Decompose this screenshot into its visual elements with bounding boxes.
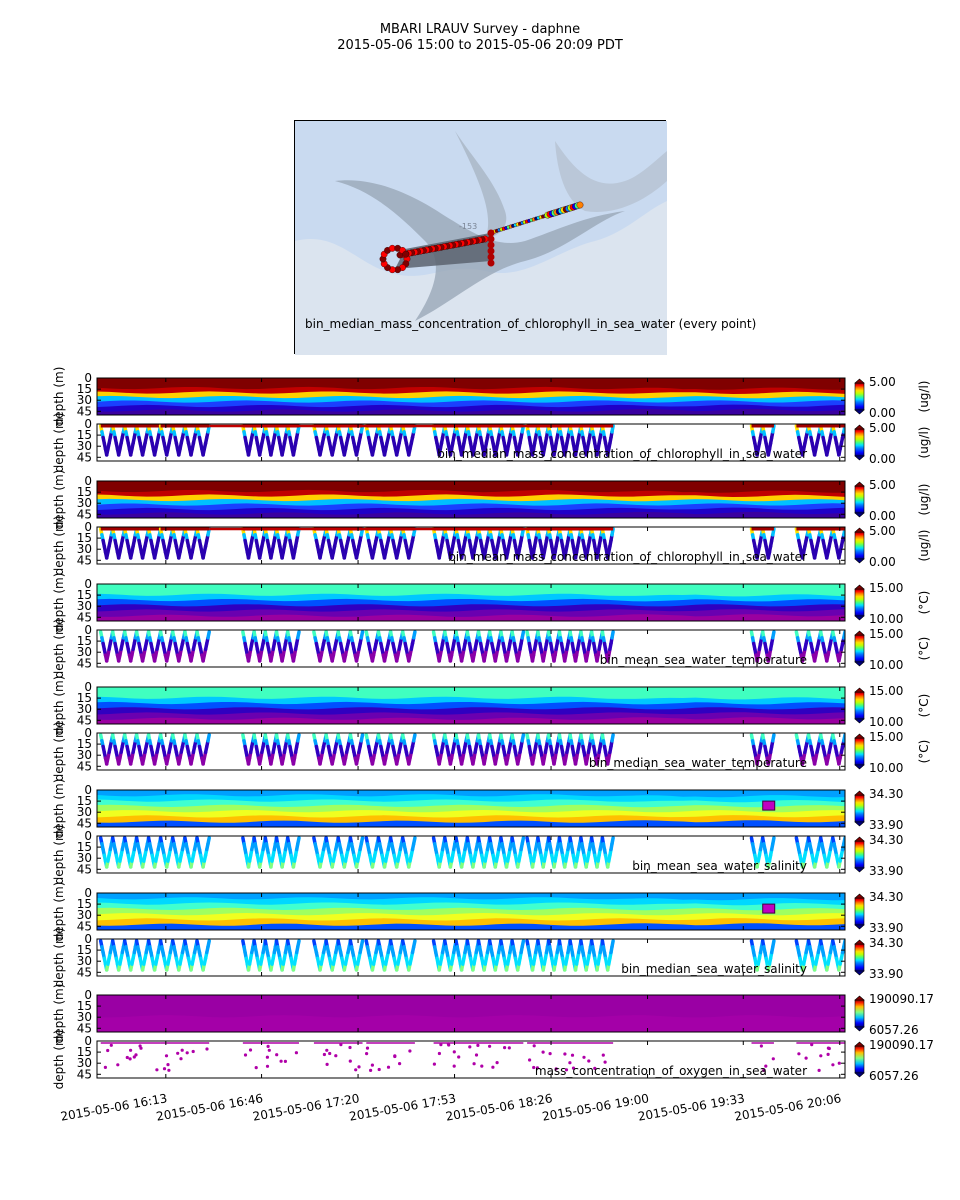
colorbar-min-label: 0.00 [869, 406, 896, 420]
oxygen-sample [129, 1049, 132, 1052]
colorbar [855, 486, 864, 513]
colorbar-max-arrow [855, 585, 864, 589]
oxygen-sample [266, 1056, 269, 1059]
track-segment [361, 735, 362, 741]
oxygen-sample [126, 1056, 129, 1059]
oxygen-sample [349, 1060, 352, 1063]
oxygen-sample [371, 1064, 374, 1067]
oxygen-sample [104, 1066, 107, 1069]
y-tick-label: 45 [76, 656, 92, 671]
colorbar-min-label: 0.00 [869, 452, 896, 466]
oxygen-sample [163, 1067, 166, 1070]
oxygen-sample [249, 1048, 252, 1051]
colorbar-unit: (ug/l) [917, 529, 931, 562]
colorbar-min-arrow [855, 410, 864, 414]
y-tick-label: 0 [84, 988, 92, 1002]
colorbar-max-arrow [855, 996, 864, 1000]
colorbar-max-arrow [855, 1042, 864, 1046]
y-axis-label: depth (m) [52, 366, 66, 427]
colorbar-max-label: 34.30 [869, 936, 904, 950]
y-tick-label: 30 [76, 954, 92, 969]
track-segment [298, 941, 299, 947]
oxygen-sample [819, 1054, 822, 1057]
oxygen-sample [181, 1049, 184, 1052]
y-axis-label: depth (m) [52, 778, 66, 839]
colorbar-min-arrow [855, 662, 864, 666]
y-tick-label: 15 [76, 588, 92, 603]
y-tick-label: 45 [76, 610, 92, 625]
oxygen-sample [760, 1044, 763, 1047]
y-tick-label: 15 [76, 428, 92, 443]
oxygen-sample [475, 1053, 478, 1056]
y-axis-label: depth (m) [52, 412, 66, 473]
oxygen-sample [480, 1065, 483, 1068]
y-tick-label: 15 [76, 1045, 92, 1060]
time-tick-label: 2015-05-06 17:20 [251, 1091, 361, 1124]
panel-3-section-chl [52, 470, 931, 530]
oxygen-sample [473, 1062, 476, 1065]
y-tick-label: 45 [76, 862, 92, 877]
oxygen-sample [488, 1045, 491, 1048]
oxygen-sample [831, 1063, 834, 1066]
panel-7-section-temp [52, 676, 931, 736]
colorbar-max-label: 5.00 [869, 375, 896, 389]
y-tick-label: 15 [76, 737, 92, 752]
oxygen-sample [357, 1065, 360, 1068]
y-tick-label: 0 [84, 680, 92, 694]
time-tick-label: 2015-05-06 19:33 [636, 1091, 746, 1124]
colorbar-unit: (°C) [917, 590, 931, 615]
oxygen-sample [398, 1062, 401, 1065]
panel-label: bin_median_sea_water_temperature [588, 756, 807, 770]
colorbar-max-arrow [855, 528, 864, 532]
oxygen-sample [828, 1047, 831, 1050]
colorbar-min-label: 10.00 [869, 715, 904, 729]
track-segment [361, 941, 362, 947]
track-segment [773, 838, 774, 844]
colorbar-min-label: 33.90 [869, 864, 904, 878]
colorbar-min-label: 6057.26 [869, 1023, 919, 1037]
y-axis-label: depth (m) [52, 824, 66, 885]
colorbar [855, 738, 864, 765]
y-tick-label: 0 [84, 886, 92, 900]
oxygen-sample [110, 1044, 113, 1047]
oxygen-sample [192, 1050, 195, 1053]
track-segment [612, 838, 613, 844]
y-axis-label: depth (m) [52, 572, 66, 633]
y-tick-label: 0 [84, 623, 92, 637]
y-tick-label: 30 [76, 496, 92, 511]
colorbar [855, 383, 864, 410]
y-tick-label: 45 [76, 1021, 92, 1036]
track-segment [414, 735, 415, 741]
y-tick-label: 30 [76, 805, 92, 820]
title-line-2: 2015-05-06 15:00 to 2015-05-06 20:09 PDT [337, 38, 623, 53]
oxygen-sample [366, 1047, 369, 1050]
oxygen-sample [326, 1063, 329, 1066]
oxygen-sample [433, 1063, 436, 1066]
colorbar-min-label: 10.00 [869, 761, 904, 775]
colorbar-max-label: 15.00 [869, 627, 904, 641]
y-tick-label: 45 [76, 450, 92, 465]
y-tick-label: 45 [76, 553, 92, 568]
oxygen-sample [268, 1049, 271, 1052]
oxygen-sample [205, 1047, 208, 1050]
y-tick-label: 0 [84, 520, 92, 534]
colorbar [855, 692, 864, 719]
panel-label: bin_mean_mass_concentration_of_chlorophyll_in_sea_water [448, 550, 807, 564]
y-tick-label: 30 [76, 908, 92, 923]
oxygen-sample [139, 1047, 142, 1050]
track-segment [612, 632, 613, 638]
oxygen-sample [503, 1046, 506, 1049]
panel-8-track-temp [52, 722, 931, 782]
y-tick-label: 15 [76, 999, 92, 1014]
oxygen-sample [328, 1052, 331, 1055]
oxygen-sample [166, 1063, 169, 1066]
oxygen-sample [533, 1044, 536, 1047]
y-tick-label: 0 [84, 577, 92, 591]
time-tick-label: 2015-05-06 16:13 [59, 1091, 169, 1124]
colorbar-min-arrow [855, 559, 864, 563]
oxygen-sample [542, 1051, 545, 1054]
track-segment [208, 838, 209, 844]
colorbar [855, 1046, 864, 1073]
y-axis-label: depth (m) [52, 515, 66, 576]
colorbar-max-label: 34.30 [869, 787, 904, 801]
oxygen-sample [528, 1058, 531, 1061]
y-axis-label: depth (m) [52, 469, 66, 530]
colorbar-min-arrow [855, 1027, 864, 1031]
oxygen-sample [179, 1057, 182, 1060]
y-tick-label: 30 [76, 645, 92, 660]
colorbar-min-arrow [855, 1073, 864, 1077]
y-tick-label: 30 [76, 702, 92, 717]
oxygen-sample [325, 1049, 328, 1052]
track-segment [298, 735, 299, 741]
colorbar-min-arrow [855, 971, 864, 975]
track-segment [361, 632, 362, 638]
y-tick-label: 0 [84, 474, 92, 488]
colorbar-unit: (°C) [917, 693, 931, 718]
oxygen-sample [116, 1063, 119, 1066]
colorbar-unit: (ug/l) [917, 483, 931, 516]
y-tick-label: 0 [84, 371, 92, 385]
oxygen-sample [476, 1044, 479, 1047]
oxygen-sample [176, 1052, 179, 1055]
time-tick-label: 2015-05-06 18:26 [444, 1091, 554, 1124]
oxygen-sample [772, 1057, 775, 1060]
oxygen-sample [468, 1045, 471, 1048]
track-segment [773, 735, 774, 741]
panel-1-section-chl [52, 367, 931, 427]
oxygen-sample [393, 1055, 396, 1058]
y-tick-label: 15 [76, 794, 92, 809]
time-tick-label: 2015-05-06 17:53 [348, 1091, 458, 1124]
panel-6-track-temp [52, 619, 931, 679]
y-tick-label: 30 [76, 393, 92, 408]
y-tick-label: 45 [76, 713, 92, 728]
oxygen-sample [267, 1045, 270, 1048]
colorbar-max-label: 5.00 [869, 478, 896, 492]
y-tick-label: 30 [76, 748, 92, 763]
colorbar-max-arrow [855, 379, 864, 383]
y-axis-label: depth (m) [52, 927, 66, 988]
oxygen-sample [275, 1053, 278, 1056]
y-tick-label: 30 [76, 1056, 92, 1071]
title-line-1: MBARI LRAUV Survey - daphne [379, 22, 581, 37]
colorbar-max-arrow [855, 940, 864, 944]
oxygen-sample [266, 1065, 269, 1068]
panel-label: bin_median_sea_water_salinity [621, 962, 807, 976]
track-segment [298, 838, 299, 844]
oxygen-sample [186, 1051, 189, 1054]
colorbar-max-label: 15.00 [869, 581, 904, 595]
colorbar [855, 944, 864, 971]
oxygen-sample [334, 1054, 337, 1057]
oxygen-sample [587, 1059, 590, 1062]
track-segment [208, 941, 209, 947]
oxygen-sample [244, 1053, 247, 1056]
oxygen-sample [602, 1054, 605, 1057]
oxygen-sample [354, 1068, 357, 1071]
colorbar-max-label: 15.00 [869, 684, 904, 698]
y-tick-label: 45 [76, 1067, 92, 1082]
track-segment [773, 632, 774, 638]
oxygen-sample [838, 1062, 841, 1065]
colorbar-max-arrow [855, 482, 864, 486]
y-tick-label: 0 [84, 829, 92, 843]
oxygen-sample [496, 1061, 499, 1064]
track-segment [208, 632, 209, 638]
colorbar-min-arrow [855, 765, 864, 769]
colorbar [855, 532, 864, 559]
y-tick-label: 15 [76, 382, 92, 397]
track-segment [612, 941, 613, 947]
colorbar-max-arrow [855, 791, 864, 795]
oxygen-sample [129, 1057, 132, 1060]
colorbar-min-arrow [855, 925, 864, 929]
track-segment [414, 941, 415, 947]
track-segment [522, 632, 523, 638]
y-tick-label: 15 [76, 840, 92, 855]
y-axis-label: depth (m) [52, 675, 66, 736]
y-tick-label: 0 [84, 1034, 92, 1048]
y-tick-label: 30 [76, 851, 92, 866]
track-segment [522, 941, 523, 947]
colorbar-max-label: 5.00 [869, 421, 896, 435]
oxygen-sample [827, 1053, 830, 1056]
oxygen-sample [255, 1066, 258, 1069]
colorbar-max-arrow [855, 631, 864, 635]
salinity-anomaly [763, 904, 775, 913]
colorbar-max-arrow [855, 425, 864, 429]
oxygen-sample [797, 1052, 800, 1055]
track-segment [414, 838, 415, 844]
panel-2-track-chl [52, 413, 931, 473]
y-tick-label: 15 [76, 943, 92, 958]
colorbar-max-label: 190090.17 [869, 1038, 934, 1052]
oxygen-sample [133, 1055, 136, 1058]
colorbar-max-arrow [855, 894, 864, 898]
oxygen-sample [165, 1054, 168, 1057]
oxygen-sample [457, 1055, 460, 1058]
y-axis-label: depth (m) [52, 983, 66, 1044]
colorbar-max-label: 5.00 [869, 524, 896, 538]
colorbar-min-arrow [855, 719, 864, 723]
y-tick-label: 30 [76, 542, 92, 557]
y-tick-label: 0 [84, 932, 92, 946]
oxygen-sample [582, 1056, 585, 1059]
map-annotation: -153 [459, 222, 478, 231]
oxygen-sample [295, 1051, 298, 1054]
map-label: bin_median_mass_concentration_of_chlorophyll_in_sea_water (every point) [305, 317, 757, 331]
oxygen-sample [348, 1046, 351, 1049]
track-segment [522, 838, 523, 844]
y-tick-label: 30 [76, 439, 92, 454]
panel-14-dots-oxy [52, 1030, 934, 1090]
colorbar-max-label: 15.00 [869, 730, 904, 744]
time-tick-label: 2015-05-06 19:00 [541, 1091, 651, 1124]
y-tick-label: 0 [84, 783, 92, 797]
colorbar-max-arrow [855, 688, 864, 692]
y-tick-label: 0 [84, 726, 92, 740]
colorbar-min-label: 10.00 [869, 612, 904, 626]
panel-4-track-chl [52, 516, 931, 576]
colorbar-unit: (ug/l) [917, 380, 931, 413]
y-tick-label: 45 [76, 816, 92, 831]
colorbar [855, 589, 864, 616]
y-tick-label: 0 [84, 417, 92, 431]
time-tick-label: 2015-05-06 20:06 [733, 1091, 843, 1124]
y-tick-label: 45 [76, 965, 92, 980]
colorbar-min-label: 0.00 [869, 555, 896, 569]
track-segment [414, 632, 415, 638]
oxygen-sample [106, 1049, 109, 1052]
y-tick-label: 15 [76, 485, 92, 500]
y-tick-label: 15 [76, 531, 92, 546]
panel-label: bin_median_mass_concentration_of_chlorophyll_in_sea_water [437, 447, 807, 461]
oxygen-sample [280, 1060, 283, 1063]
colorbar-min-label: 10.00 [869, 658, 904, 672]
oxygen-sample [323, 1053, 326, 1056]
oxygen-sample [408, 1049, 411, 1052]
colorbar-max-label: 190090.17 [869, 992, 934, 1006]
oxygen-sample [805, 1057, 808, 1060]
y-tick-label: 45 [76, 404, 92, 419]
panel-label: mass_concentration_of_oxygen_in_sea_water [534, 1064, 807, 1078]
colorbar-min-arrow [855, 616, 864, 620]
oxygen-sample [438, 1052, 441, 1055]
y-tick-label: 45 [76, 919, 92, 934]
oxygen-sample [369, 1069, 372, 1072]
salinity-anomaly [763, 801, 775, 810]
track-segment [208, 735, 209, 741]
colorbar-min-arrow [855, 456, 864, 460]
oxygen-sample [508, 1046, 511, 1049]
colorbar-min-label: 33.90 [869, 921, 904, 935]
y-axis-label: depth (m) [52, 1029, 66, 1090]
y-tick-label: 45 [76, 507, 92, 522]
colorbar-max-arrow [855, 734, 864, 738]
colorbar-unit: (ug/l) [917, 426, 931, 459]
colorbar-min-arrow [855, 513, 864, 517]
y-axis-label: depth (m) [52, 721, 66, 782]
panel-5-section-temp [52, 573, 931, 633]
track-segment [773, 941, 774, 947]
oxygen-sample [571, 1054, 574, 1057]
colorbar-min-arrow [855, 822, 864, 826]
colorbar-unit: (°C) [917, 739, 931, 764]
colorbar [855, 841, 864, 868]
panel-9-section-sal [52, 779, 903, 839]
time-tick-label: 2015-05-06 16:46 [155, 1091, 265, 1124]
panel-10-track-sal [52, 825, 903, 885]
colorbar-unit: (°C) [917, 636, 931, 661]
track-segment [522, 735, 523, 741]
panel-11-section-sal [52, 882, 903, 942]
colorbar-max-label: 34.30 [869, 833, 904, 847]
oxygen-sample [387, 1066, 390, 1069]
colorbar-max-arrow [855, 837, 864, 841]
oxygen-sample [167, 1069, 170, 1072]
oxygen-sample [155, 1068, 158, 1071]
oxygen-sample [491, 1066, 494, 1069]
colorbar-min-label: 33.90 [869, 967, 904, 981]
oxygen-sample [378, 1068, 381, 1071]
oxygen-sample [549, 1052, 552, 1055]
panel-label: bin_mean_sea_water_temperature [599, 653, 807, 667]
colorbar-min-label: 0.00 [869, 509, 896, 523]
colorbar [855, 898, 864, 925]
y-tick-label: 15 [76, 691, 92, 706]
y-tick-label: 30 [76, 1010, 92, 1025]
y-axis-label: depth (m) [52, 881, 66, 942]
colorbar [855, 1000, 864, 1027]
track-segment [361, 838, 362, 844]
oxygen-sample [563, 1052, 566, 1055]
colorbar-min-arrow [855, 868, 864, 872]
oxygen-sample [453, 1050, 456, 1053]
y-axis-label: depth (m) [52, 618, 66, 679]
section-band [97, 995, 845, 1017]
oxygen-sample [284, 1060, 287, 1063]
panel-12-track-sal [52, 928, 903, 988]
colorbar-max-label: 34.30 [869, 890, 904, 904]
oxygen-sample [365, 1052, 368, 1055]
track-segment [612, 735, 613, 741]
panel-label: bin_mean_sea_water_salinity [632, 859, 807, 873]
colorbar-min-label: 6057.26 [869, 1069, 919, 1083]
y-tick-label: 45 [76, 759, 92, 774]
y-tick-label: 30 [76, 599, 92, 614]
y-tick-label: 15 [76, 634, 92, 649]
panel-13-section-oxy [52, 984, 934, 1044]
oxygen-sample [453, 1065, 456, 1068]
colorbar-min-label: 33.90 [869, 818, 904, 832]
track-segment [298, 632, 299, 638]
colorbar [855, 795, 864, 822]
oxygen-sample [818, 1069, 821, 1072]
y-tick-label: 15 [76, 897, 92, 912]
colorbar [855, 635, 864, 662]
colorbar [855, 429, 864, 456]
